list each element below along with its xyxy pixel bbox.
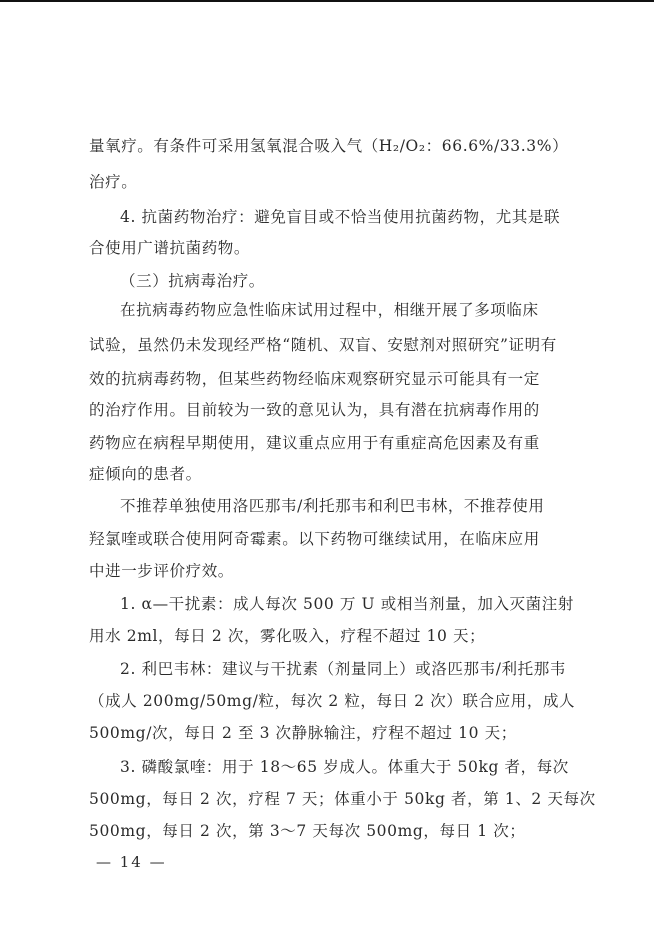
text-line: 羟氯喹或联合使用阿奇霉素。以下药物可继续试用，在临床应用 xyxy=(89,530,540,548)
text-line: 不推荐单独使用洛匹那韦/利托那韦和利巴韦林，不推荐使用 xyxy=(120,497,545,515)
text-line: 在抗病毒药物应急性临床试用过程中，相继开展了多项临床 xyxy=(120,301,539,319)
text-line: 500mg/次，每日 2 至 3 次静脉输注，疗程不超过 10 天； xyxy=(89,724,517,742)
text-line: 1. α—干扰素：成人每次 500 万 U 或相当剂量，加入灭菌注射 xyxy=(120,595,574,613)
text-line: 合使用广谱抗菌药物。 xyxy=(89,239,251,257)
text-line: 治疗。 xyxy=(89,173,138,191)
text-line: 药物应在病程早期使用，建议重点应用于有重症高危因素及有重 xyxy=(89,434,540,452)
text-line: 500mg，每日 2 次，疗程 7 天；体重小于 50kg 者，第 1、2 天每次 xyxy=(89,790,596,808)
text-line: 500mg，每日 2 次，第 3～7 天每次 500mg，每日 1 次； xyxy=(89,822,526,840)
text-line: （成人 200mg/50mg/粒，每次 2 粒，每日 2 次）联合应用，成人 xyxy=(89,692,576,710)
text-line: 4. 抗菌药物治疗：避免盲目或不恰当使用抗菌药物，尤其是联 xyxy=(120,208,561,226)
text-line: 3. 磷酸氯喹：用于 18～65 岁成人。体重大于 50kg 者，每次 xyxy=(120,758,569,776)
text-line: 的治疗作用。目前较为一致的意见认为，具有潜在抗病毒作用的 xyxy=(89,401,540,419)
text-line: 症倾向的患者。 xyxy=(89,465,202,483)
text-line: 中进一步评价疗效。 xyxy=(89,562,234,580)
page-number: — 14 — xyxy=(96,853,167,871)
text-line: 用水 2ml，每日 2 次，雾化吸入，疗程不超过 10 天； xyxy=(89,627,486,645)
section-heading: （三）抗病毒治疗。 xyxy=(120,272,265,290)
text-line: 试验，虽然仍未发现经严格“随机、双盲、安慰剂对照研究”证明有 xyxy=(89,336,557,354)
text-line: 量氧疗。有条件可采用氢氧混合吸入气（H₂/O₂：66.6%/33.3%） xyxy=(89,137,569,155)
text-line: 2. 利巴韦林：建议与干扰素（剂量同上）或洛匹那韦/利托那韦 xyxy=(120,660,566,678)
text-line: 效的抗病毒药物，但某些药物经临床观察研究显示可能具有一定 xyxy=(89,370,540,388)
